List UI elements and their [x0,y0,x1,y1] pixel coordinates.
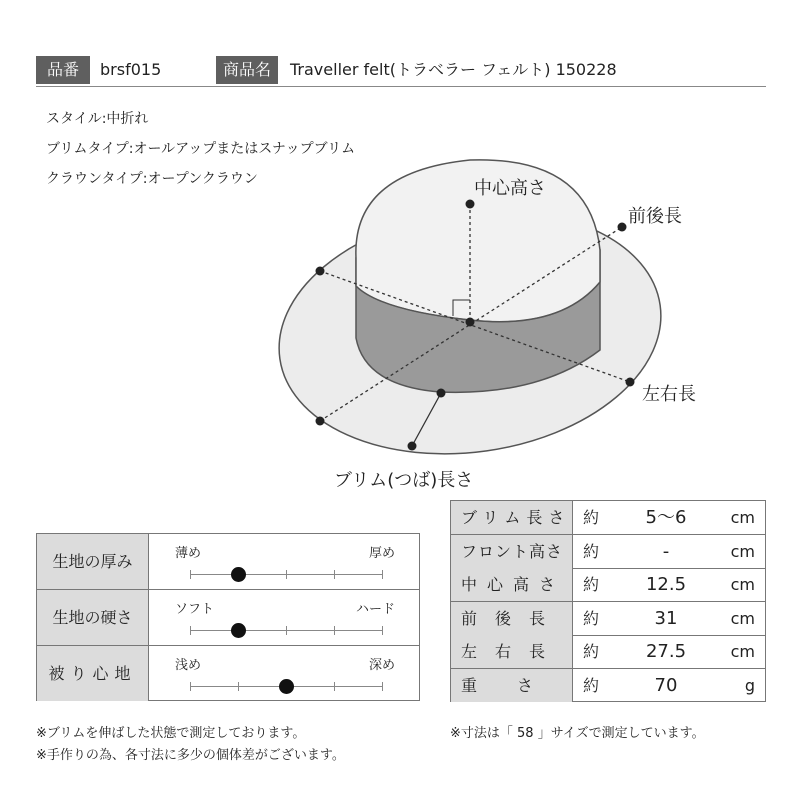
scale-max-label: ハード [355,602,395,617]
scale-tick [382,626,383,635]
fabric-row-label-text: 生地の硬さ [52,608,133,627]
scale-tick [238,682,239,691]
measurement-unit: cm [730,541,755,561]
note-size: ※寸法は「 58 」サイズで測定しています。 [450,726,705,741]
note-brim-measured: ※ブリムを伸ばした状態で測定しております。 [36,726,306,741]
measurement-value: 27.5 [645,641,687,663]
right-dot [626,378,635,387]
measurement-value: 12.5 [645,574,687,596]
measurement-approx: 約 [583,541,600,561]
scale-track [190,630,382,631]
measurement-row [451,669,765,702]
product-name: Traveller felt(トラベラー フェルト) 150228 [290,60,617,79]
scale-tick [382,682,383,691]
measurement-row [451,568,765,602]
crown-height-label: 中心高さ [474,178,546,199]
scale-tick [382,570,383,579]
scale-min-label: ソフト [175,602,215,617]
fabric-row-label-text: 生地の厚み [52,552,133,571]
item-number-label: 品番 [36,56,90,84]
spec-brim-type: ブリムタイプ:オールアップまたはスナップブリム [46,141,356,157]
measurement-value: 31 [654,607,678,629]
scale-tick [190,570,191,579]
measurement-label: 前後長 [451,602,573,635]
spec-crown-type: クラウンタイプ:オープンクラウン [46,171,258,187]
scale-level-dot [279,679,294,694]
back-dot [316,417,325,426]
scale-tick [190,682,191,691]
measurement-approx: 約 [583,508,600,527]
measurement-unit: g [744,676,755,695]
measurement-unit: cm [730,575,755,595]
measurement-approx: 約 [583,676,600,695]
measurement-label: ブリム長さ [451,501,573,534]
spec-style: スタイル:中折れ [46,111,149,127]
item-number: brsf015 [100,60,162,79]
measurement-row [451,602,765,636]
measurement-approx: 約 [583,575,600,595]
measurement-label: フロント高さ [451,535,573,568]
scale-tick [286,570,287,579]
scale-track [190,686,382,687]
scale-tick [190,626,191,635]
measurement-approx: 約 [583,608,600,628]
measurement-unit: cm [730,642,755,662]
product-name-label: 商品名 [216,56,278,84]
measurement-label: 中心高さ [451,568,573,601]
brim-inner-dot [437,389,446,398]
fabric-table [36,533,420,701]
measurement-row [451,501,765,535]
fabric-row [37,646,419,701]
measurement-unit: cm [730,508,755,527]
measurement-value: 5〜6 [645,507,687,528]
measurement-value: 70 [654,675,678,696]
scale-max-label: 厚め [368,546,395,561]
scale-max-label: 深め [368,658,395,673]
scale-level-dot [231,623,246,638]
fabric-row-label-text: 被り心地 [48,664,137,683]
left-dot [316,267,325,276]
measurement-table [450,500,766,702]
fabric-row-label [37,534,149,589]
measurement-label: 左右長 [451,635,573,668]
scale-level-dot [231,567,246,582]
note-handmade: ※手作りの為、各寸法に多少の個体差がございます。 [36,748,345,763]
scale-tick [334,570,335,579]
scale-track [190,574,382,575]
measurement-row [451,635,765,669]
front-back-label: 前後長 [628,206,682,227]
scale-min-label: 薄め [175,546,202,561]
fabric-row [37,590,419,646]
crown-top-dot [466,200,475,209]
measurement-value: - [662,540,670,562]
scale-min-label: 浅め [175,658,202,673]
fabric-row [37,534,419,590]
fabric-row-label [37,590,149,645]
measurement-row [451,535,765,569]
measurement-unit: cm [730,608,755,628]
front-dot [618,223,627,232]
scale-tick [334,682,335,691]
side-label: 左右長 [642,384,696,405]
fabric-row-label [37,646,149,701]
center-dot [466,318,475,327]
measurement-label: 重さ [451,669,573,702]
brim-edge-dot [408,442,417,451]
measurement-approx: 約 [583,642,600,662]
scale-tick [334,626,335,635]
scale-tick [286,626,287,635]
brim-length-label: ブリム(つば)長さ [334,470,474,491]
